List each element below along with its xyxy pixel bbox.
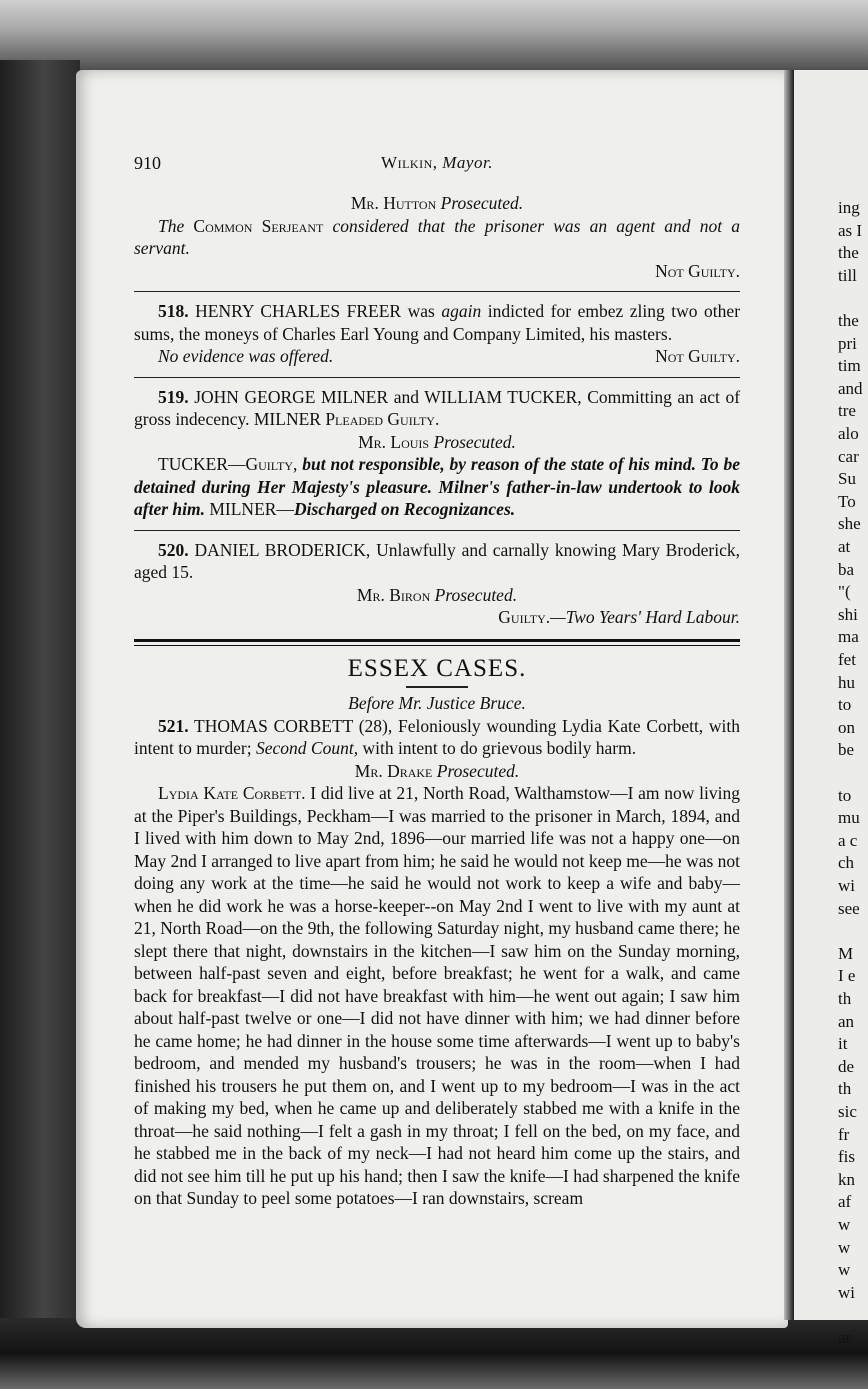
- case-517-end: [134, 192, 740, 282]
- facing-page-fragment: an: [838, 1011, 855, 1031]
- facing-page-fragment: shi: [838, 604, 858, 624]
- section-heading: ESSEX CASES.: [347, 654, 527, 682]
- facing-page-fragment: w: [838, 1215, 851, 1234]
- facing-page-fragment: w: [838, 1260, 851, 1280]
- case-520-text: 520. DANIEL BRODERICK, Unlawfully and carnally knowing Mary Broderick, aged 15.: [134, 539, 741, 582]
- facing-page-fragment: M: [838, 943, 854, 963]
- facing-page-fragment: a c: [838, 830, 858, 850]
- short-divider: [406, 686, 468, 688]
- case-520-sentence: Guilty.—Two Years' Hard Labour.: [498, 607, 740, 627]
- facing-page-fragment: wi: [838, 1282, 855, 1302]
- facing-page-fragment: to: [838, 785, 852, 805]
- facing-page-fragment: I e: [838, 966, 856, 986]
- double-divider: [134, 639, 740, 646]
- prosecutor-line: Mr. Drake Prosecuted.: [354, 760, 520, 781]
- case-521: [134, 692, 740, 1210]
- facing-page-fragment: the: [838, 311, 859, 330]
- case-518-text: 518. HENRY CHARLES FREER was again indicted for embez zling two other sums, the moneys of Charles Earl Young and Company Limited, his masters.: [134, 301, 741, 344]
- facing-page-fragment: hu: [838, 672, 855, 692]
- facing-page-fragment: ar: [838, 1328, 852, 1347]
- facing-page-fragment: and: [838, 378, 863, 398]
- case-519: [134, 386, 740, 521]
- facing-page-fragment: see: [838, 898, 860, 918]
- facing-page-fragment: ch: [838, 853, 855, 873]
- facing-page-fragment: mu: [838, 808, 860, 828]
- divider: [134, 291, 740, 292]
- facing-page-fragment: th: [838, 1079, 852, 1099]
- book-spine: [784, 70, 794, 1320]
- judge-line: Before Mr. Justice Bruce.: [348, 693, 526, 713]
- book-left-edge: [0, 60, 80, 1389]
- case-518: [134, 300, 740, 368]
- page-content: [134, 152, 740, 1210]
- facing-page-fragment: she: [838, 514, 861, 534]
- prosecutor-line: Mr. Louis Prosecuted.: [358, 431, 516, 452]
- facing-page-fragment: sic: [838, 1102, 857, 1121]
- facing-page-fragment: car: [838, 446, 859, 466]
- book-bottom-edge: [0, 1318, 868, 1389]
- serjeant-note: The Common Serjeant considered that the prisoner was an agent and not a servant.: [134, 215, 740, 258]
- facing-page-fragment: wi: [838, 876, 855, 895]
- testimony: Lydia Kate Corbett. I did live at 21, North Road, Walthamstow—I am now living at the Piper's Buildings, Peckham—I was married to the prisoner in March, 1894, and I lived with him down to May 2nd, 1896—our married life was not a happy one—on May 2nd I arranged to live apart from him; he said he would not keep me—he was not doing any work at the time—he said he would not work to keep a wife and baby—when he did work he was a horse-keeper--on May 2nd I went to live with my aunt at 21, North Road—on the 9th, the following Saturday night, my husband came there; he slept there that night, downstairs in the kitchen—I saw him on the Sunday morning, between half-past seven and eight, before breakfast; he went for a walk, and came back for breakfast—I did not have breakfast with him—he went out again; I saw him about half-past twelve or one—I did not have dinner with him; we had dinner before he came home; he had dinner in the house some time afterwards—I went up to baby's bedroom, and mended my husband's trousers; he was in the room—when I had finished his trousers he put them on, and I went up to my bedroom—I was in the act of making my bed, when he came up and deliberately stabbed me with a knife in the throat—he said nothing—I felt a gash in my throat; I fell on the bed, on my face, and he stabbed me in the back of my neck—I had not heard him come up the stairs, and did not see him till he put up his hand; then I saw the knife—I had sharpened the knife on that Sunday to peel some potatoes—I ran downstairs, scream: [134, 783, 741, 1208]
- facing-page-fragment: as I: [838, 220, 863, 240]
- facing-page-fragment: to: [838, 695, 852, 715]
- page-number: 910: [134, 153, 161, 173]
- facing-page-fragment: kn: [838, 1169, 855, 1189]
- facing-page-fragment: de: [838, 1056, 855, 1076]
- facing-page-fragment: To: [838, 491, 856, 511]
- verdict: Not Guilty.: [655, 260, 740, 281]
- facing-page: [794, 70, 868, 1347]
- facing-page-fragment: w: [838, 1237, 851, 1257]
- running-title: Wilkin, Mayor.: [381, 153, 493, 172]
- facing-page-fragment: fr: [838, 1124, 850, 1144]
- divider: [134, 377, 740, 378]
- facing-page-fragment: it: [838, 1034, 848, 1054]
- facing-page-fragment: fis: [838, 1147, 855, 1167]
- facing-page-fragment: th: [838, 989, 852, 1008]
- facing-page-fragment: ma: [838, 627, 859, 647]
- facing-page-fragment: af: [838, 1192, 852, 1212]
- prosecutor-line: Mr. Hutton Prosecuted.: [350, 193, 524, 213]
- case-518-outcome: No evidence was offered. Not Guilty.: [158, 346, 740, 366]
- prosecutor-line: Mr. Biron Prosecuted.: [356, 584, 518, 605]
- facing-page-fragment: on: [838, 717, 855, 737]
- facing-page-fragment: till: [838, 265, 857, 285]
- case-520: [134, 539, 740, 629]
- facing-page-fragment: alo: [838, 424, 859, 443]
- facing-page-fragment: tre: [838, 401, 856, 421]
- facing-page-fragment: the: [838, 243, 859, 263]
- facing-page-fragment: "(: [838, 582, 851, 602]
- facing-page-fragment: ba: [838, 559, 855, 579]
- facing-page-fragment: pri: [838, 333, 857, 353]
- facing-page-fragment: Su: [838, 469, 856, 489]
- facing-page-fragment: ing: [838, 198, 860, 217]
- case-519-text: 519. JOHN GEORGE MILNER and WILLIAM TUCKER, Committing an act of gross indecency. MILNER Pleaded Guilty.: [134, 386, 741, 429]
- facing-page-fragment: tim: [838, 356, 861, 376]
- case-519-verdict: TUCKER—Guilty, but not responsible, by reason of the state of his mind. To be detained during Her Majesty's pleasure. Milner's father-in-law undertook to look after him. MILNER—Discharged on Recognizances.: [134, 454, 741, 519]
- running-head: [134, 152, 740, 178]
- facing-page-fragment: be: [838, 740, 855, 760]
- facing-page-fragment: at: [838, 537, 851, 556]
- case-521-text: 521. THOMAS CORBETT (28), Feloniously wounding Lydia Kate Corbett, with intent to murder; Second Count, with intent to do grievous bodily harm.: [134, 715, 740, 758]
- divider: [134, 530, 740, 531]
- facing-page-fragment: fet: [838, 650, 856, 669]
